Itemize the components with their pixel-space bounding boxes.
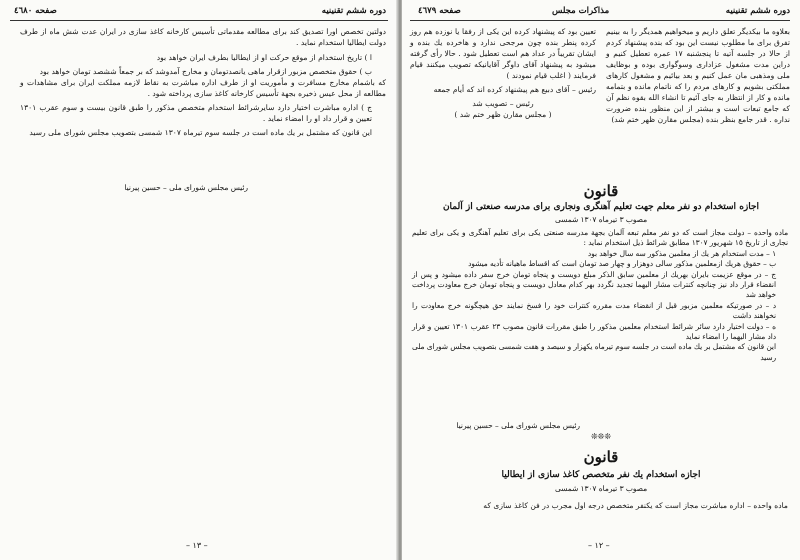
left-item-alef: ا ) تاريخ استخدام از موقع حركت او از ايطاليا بطرف ايران خواهد بود [156, 53, 372, 62]
right-vote-result: رئيس – تصويب شد [472, 99, 534, 108]
law1-title: قانون [583, 182, 619, 200]
law1-closing: اين قانون كه مشتمل بر يك ماده است در جلسه سوم تيرماه يكهزار و سيصد و هفت شمسى بتصويب مجلس شوراى ملى رسيد [412, 342, 776, 362]
left-signature: رئيس مجلس شوراى ملى – حسين پيرنيا [124, 183, 248, 192]
left-closing: اين قانون كه مشتمل بر يك ماده است در جلسه سوم تيرماه ١٣٠٧ شمسى بتصويب مجلس شوراى ملى رسيد [29, 128, 372, 137]
left-header-rule [10, 20, 388, 21]
right-column-left-text: تعيين بود كه پيشنهاد كرده اين يكى از رفقا يا نوزده هم روز كرده پنطر بنده چون مرجحى ندارد و هاخرده يك بنده و ايشان تقريباً در عداد هم است تعطيل شود . حالا رأى گرفته ميشود به پيشنهاد آقاى داوگر آقايانيكه تصويب ميكنند قيام فرمايند ( اغلب قيام نمودند ) [410, 27, 596, 80]
law1-approval-date: مصوب ٣ تيرماه ١٣٠٧ شمسى [554, 215, 648, 224]
law1-body [412, 228, 788, 363]
left-item-be: ب ) حقوق متخصص مزبور ازقرار ماهى يانصدتومان و مخارج آمدوشد كه بر جمعاً ششصد تومان خواهد بود [39, 67, 372, 76]
left-header-title: دوره ششم تقنينيه [321, 6, 386, 16]
law1-item-2: ب – حقوق هريك ازمعلمين مذكور سالى دوهزار و چهار صد تومان است كه اقساط ماهيانه تأديه ميشود [468, 259, 776, 269]
law2-approval-date: مصوب ٣ تيرماه ١٣٠٧ شمسى [554, 484, 648, 493]
law1-item-3: ج – در موقع عزيمت بايران بهريك از معلمين سابق الذكر مبلغ دويست و پنجاه تومان خرج سفر داده ميشود و پس از انقضاء قرار داد نيز چنانچه كنترات مشار اليهما تجديد نگردد بهر كدام معادل دويست و پنجاه تومان خرج معاودت پرداخت خواهد شد [412, 269, 776, 300]
law1-subtitle: اجازه استخدام دو نفر معلم جهت تعليم آهنگرى ونجارى براى مدرسه صنعتى از آلمان [442, 202, 760, 212]
law1-item-4: د – در صورتيكه معلمين مزبور قبل از انقضاء مدت مقرره كنترات خود را فسخ نمايند حق هيچگونه خرج معاودت را نخواهند داشت [412, 300, 776, 321]
right-header-rule [410, 20, 790, 21]
left-page [0, 0, 398, 560]
left-item-be-continued: كه باشمام مخارج مسافرت و مأموريت او از طرف اداره مباشرت به نقاط لازمه مملكت ايران براى مشاهدات و مطالعه از محل عيس ذخيره بجهة تأسيس كارخانه كاغذ سازى پرداخته شود . [20, 78, 386, 98]
right-page-number: – ١٢ – [588, 541, 610, 550]
right-header-subtitle: مذاكرات مجلس [552, 6, 610, 16]
section-divider-stars: ❊❊❊ [590, 432, 612, 441]
right-column-left [410, 26, 596, 120]
law2-body [412, 500, 788, 511]
left-para-intro: دولتين تخصص اورا تصديق كند براى مطالعه مقدماتى تأسيس كارخانه كاغذ سازى در ايران عدت شش ماه از طرف دولت ايطاليا استخدام نمايد . [20, 27, 386, 47]
law1-item-5: ه – دولت اختيار دارد سائر شرائط استخدام معلمين مذكور را طبق مقررات قانون مصوب ٢٣ عقرب ١٣٠١ تعيين و قرار داد مشار اليهما را امضاء نمايد [412, 321, 776, 342]
right-adjourn-note: ( مجلس مقارن ظهر ختم شد ) [454, 110, 552, 119]
law2-article: ماده واحده – اداره مباشرت مجاز است كه يكنفر متخصص درجه اول مجرب در فن كاغذ سازى كه [483, 501, 788, 510]
law2-subtitle: اجازه استخدام يك نفر متخصص كاغذ سازى از ايطاليا [501, 470, 701, 480]
right-column-right [606, 26, 790, 125]
right-column-left-motion: رئيس – آقاى دبيع هم پيشنهاد كرده اند كه أيام جمعه [433, 85, 596, 94]
right-header-title: دوره ششم تقنينيه [725, 6, 790, 16]
left-item-jim: ج ) اداره مباشرت اختيار دارد سايرشرائط استخدام متخصص مذكور را طبق قانون بيست و سوم عقرب ١٣٠١ تعيين و قرار داد او را امضاء نمايد . [20, 103, 372, 123]
left-body [20, 26, 386, 138]
law1-article: ماده واحده – دولت مجاز است كه دو نفر معلم تبعه آلمان بجهة مدرسه صنعتى يكى براى تعليم آهنگرى و يكى براى تعليم نجارى از تاريخ ١٥ شهريور ١٣٠٧ مطابق شرائط ذيل استخدام نمايد : [412, 228, 788, 248]
law2-title: قانون [583, 448, 619, 466]
left-header-page-number: صفحه ٤٦٨٠ [14, 6, 57, 16]
right-column-right-text: بعلاوه ما بيكديگر تعلق داريم و ميخواهيم همديگر را به بينيم تفرق براى ما مطلوب نيست اين بود كه بنده پيشنهاد كردم از حالا در جلسه آتيه تا پنجشنبه ١٧ عمره تعطيل كنيم و دراين مدت مشغول عزادارى وسوگوارى بوده و بوظايف ملى ومذهبى مان عمل كنيم و بعد بيائيم و مشغول كارهاى مملكتى بشويم و كارهاى مردم را كه ناتمام مانده و بتمامه مانده و كار از انتظار به جاى آئيم تا انشاء الله بقوه نظم آن كه جامع تبعات است و بيشتر از اين منظور بنده ضرورت نداره . قدر جامع بنظر بنده (مجلس مقارن ظهر ختم شد) [606, 27, 790, 124]
left-page-number: – ١٣ – [186, 541, 208, 550]
law1-item-1: ١ – مدت استخدام هر يك از معلمين مذكور سه سال خواهد بود [587, 248, 776, 258]
right-page [402, 0, 800, 560]
law1-signature: رئيس مجلس شوراى ملى – حسين پيرنيا [456, 421, 580, 430]
right-header-page-number: صفحه ٤٦٧٩ [418, 6, 461, 16]
